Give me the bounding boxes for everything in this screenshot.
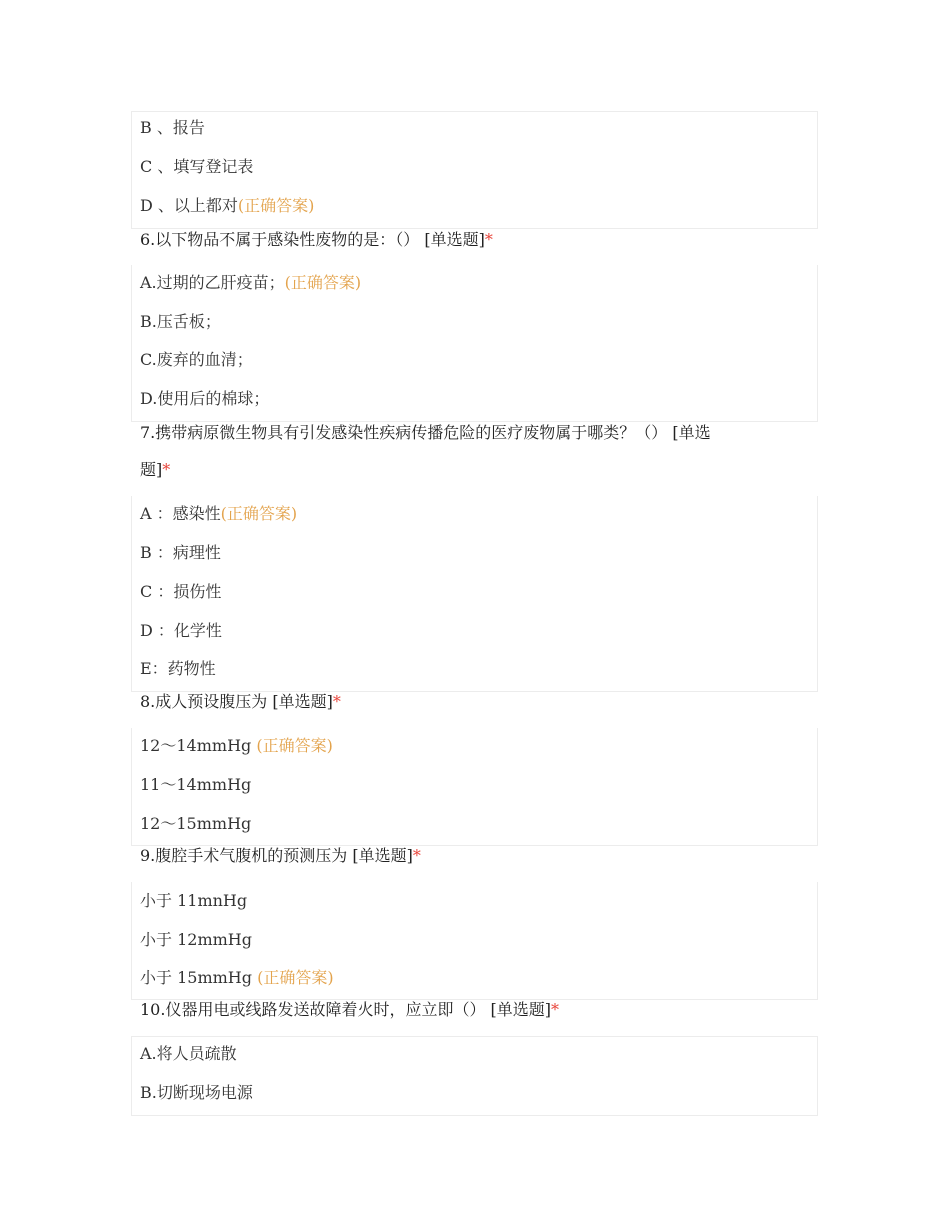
option-text: 11～14mmHg [140,775,252,794]
q8-title [140,692,341,712]
option-text: C.废弃的血清； [140,350,253,369]
required-star: * [551,1000,560,1019]
q7-option-b[interactable] [140,543,221,563]
q7-title-line1 [140,423,711,443]
q10-title [140,1000,559,1020]
q5-option-c[interactable] [140,157,253,177]
q7-option-a[interactable] [140,504,297,524]
option-text: 小于 15mmHg [140,968,258,987]
question-type: [单选题] [490,1000,552,1019]
q6-title [140,230,493,250]
required-star: * [162,460,171,479]
q9-title [140,846,421,866]
question-type: [单选题] [272,692,333,711]
question-text: 10.仪器用电或线路发送故障着火时，应立即（） [140,1000,491,1019]
q6-option-d[interactable] [140,389,269,409]
option-text: D.使用后的棉球； [140,389,270,408]
option-text: A.过期的乙肝疫苗； [140,273,285,292]
q7-options-box [131,496,818,692]
q7-option-d[interactable] [140,621,222,641]
question-type: 题] [140,460,163,479]
q9-option-1[interactable] [140,891,247,911]
correct-answer-label: (正确答案) [257,968,334,987]
q9-option-3[interactable] [140,968,334,988]
correct-answer-label: (正确答案) [220,504,298,523]
q6-option-c[interactable] [140,350,253,370]
option-text: B.压舌板； [140,312,221,331]
question-text: 7.携带病原微生物具有引发感染性疾病传播危险的医疗废物属于哪类？（） [单选 [140,423,711,442]
q10-option-a[interactable] [140,1044,237,1064]
option-text: C ：损伤性 [140,582,222,601]
option-text: 12～15mmHg [140,814,252,833]
q9-option-2[interactable] [140,930,252,950]
q7-title-line2 [140,460,170,480]
option-text: 小于 11mnHg [140,891,248,910]
option-text: C 、填写登记表 [140,157,254,176]
q8-option-1[interactable] [140,736,333,756]
required-star: * [484,230,493,249]
correct-answer-label: (正确答案) [284,273,362,292]
option-text: D 、以上都对 [140,196,238,215]
q6-option-a[interactable] [140,273,361,293]
question-type: [单选题] [424,230,485,249]
q7-option-e[interactable] [140,659,216,679]
correct-answer-label: (正确答案) [237,196,315,215]
question-type: [单选题] [352,846,413,865]
q6-option-b[interactable] [140,312,221,332]
question-text: 8.成人预设腹压为 [140,692,273,711]
required-star: * [332,692,341,711]
q7-option-c[interactable] [140,582,221,602]
q5-option-b[interactable] [140,118,205,138]
option-text: B 、报告 [140,118,205,137]
question-text: 6.以下物品不属于感染性废物的是：（） [140,230,425,249]
q10-option-b[interactable] [140,1083,253,1103]
option-text: 12～14mmHg [140,736,257,755]
option-text: A ：感染性 [140,504,221,523]
option-text: B.切断现场电源 [140,1083,253,1102]
q5-option-d[interactable] [140,196,314,216]
correct-answer-label: (正确答案) [256,736,333,755]
q8-option-2[interactable] [140,775,251,795]
required-star: * [412,846,421,865]
option-text: 小于 12mmHg [140,930,252,949]
question-text: 9.腹腔手术气腹机的预测压为 [140,846,353,865]
option-text: B ：病理性 [140,543,221,562]
option-text: E：药物性 [140,659,216,678]
option-text: D ：化学性 [140,621,222,640]
option-text: A.将人员疏散 [140,1044,237,1063]
q8-option-3[interactable] [140,814,251,834]
